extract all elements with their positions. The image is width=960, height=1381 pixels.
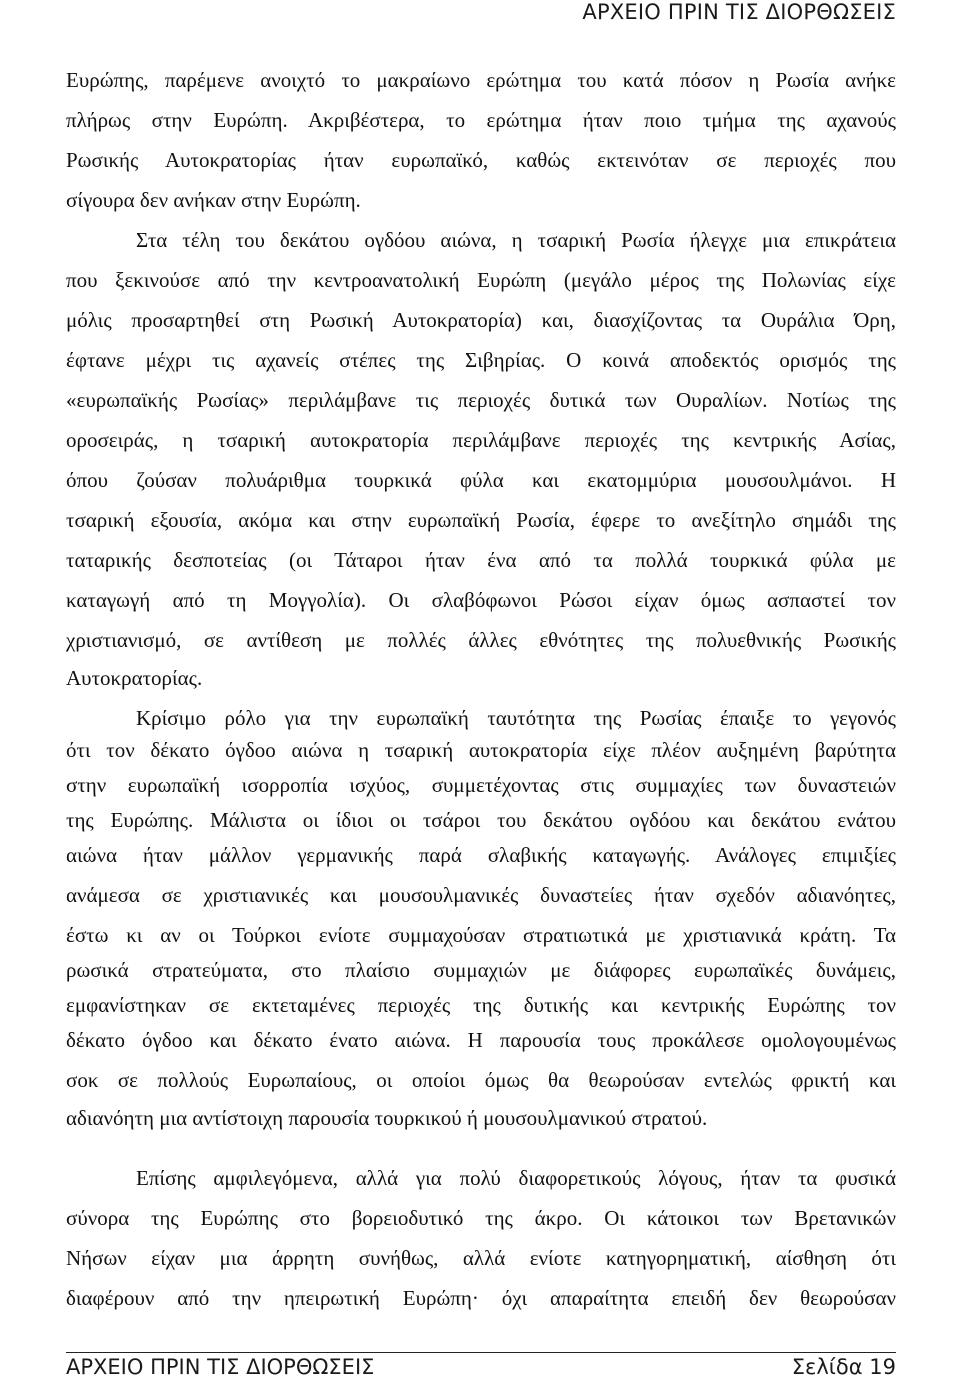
text-line: έφτανε μέχρι τις αχανείς στέπες της Σιβηρίας. Ο κοινά αποδεκτός ορισμός της <box>66 348 896 372</box>
text-line: όπου ζούσαν πολυάριθμα τουρκικά φύλα και εκατομμύρια μουσουλμάνοι. Η <box>66 468 896 492</box>
text-line: Αυτοκρατορίας. <box>66 666 203 690</box>
text-line: ταταρικής δεσποτείας (οι Τάταροι ήταν ένα από τα πολλά τουρκικά φύλα με <box>66 548 896 572</box>
text-line: Επίσης αμφιλεγόμενα, αλλά για πολύ διαφορετικούς λόγους, ήταν τα φυσικά <box>136 1166 896 1190</box>
text-line: Στα τέλη του δεκάτου ογδόου αιώνα, η τσαρική Ρωσία ήλεγχε μια επικράτεια <box>136 228 896 252</box>
text-line: ανάμεσα σε χριστιανικές και μουσουλμανικές δυναστείες ήταν σχεδόν αδιανόητες, <box>66 883 896 907</box>
text-line: αδιανόητη μια αντίστοιχη παρουσία τουρκικού ή μουσουλμανικού στρατού. <box>66 1106 708 1130</box>
text-line: πλήρως στην Ευρώπη. Ακριβέστερα, το ερώτημα ήταν ποιο τμήμα της αχανούς <box>66 108 896 132</box>
text-line: Ευρώπης, παρέμενε ανοιχτό το μακραίωνο ερώτημα του κατά πόσον η Ρωσία ανήκε <box>66 68 896 92</box>
text-line: οροσειράς, η τσαρική αυτοκρατορία περιλάμβανε περιοχές της κεντρικής Ασίας, <box>66 428 896 452</box>
text-line: εμφανίστηκαν σε εκτεταμένες περιοχές της δυτικής και κεντρικής Ευρώπης τον <box>66 993 896 1017</box>
text-line: σίγουρα δεν ανήκαν στην Ευρώπη. <box>66 188 361 212</box>
text-line: Νήσων είχαν μια άρρητη συνήθως, αλλά ενίοτε κατηγορηματική, αίσθηση ότι <box>66 1246 896 1270</box>
text-line: στην ευρωπαϊκή ισορροπία ισχύος, συμμετέχοντας στις συμμαχίες των δυναστειών <box>66 773 896 797</box>
text-line: αιώνα ήταν μάλλον γερμανικής παρά σλαβικής καταγωγής. Ανάλογες επιμιξίες <box>66 843 896 867</box>
text-line: μόλις προσαρτηθεί στη Ρωσική Αυτοκρατορία) και, διασχίζοντας τα Ουράλια Όρη, <box>66 308 896 332</box>
page-header: ΑΡΧΕΙΟ ΠΡΙΝ ΤΙΣ ΔΙΟΡΘΩΣΕΙΣ <box>582 0 896 24</box>
text-line: δέκατο όγδοο και δέκατο ένατο αιώνα. Η παρουσία τους προκάλεσε ομολογουμένως <box>66 1028 896 1052</box>
text-line: σύνορα της Ευρώπης στο βορειοδυτικό της άκρο. Οι κάτοικοι των Βρετανικών <box>66 1206 896 1230</box>
footer-title: ΑΡΧΕΙΟ ΠΡΙΝ ΤΙΣ ΔΙΟΡΘΩΣΕΙΣ <box>66 1355 375 1379</box>
page-number: Σελίδα 19 <box>791 1355 896 1379</box>
text-line: τσαρική εξουσία, ακόμα και στην ευρωπαϊκή Ρωσία, έφερε το ανεξίτηλο σημάδι της <box>66 508 896 532</box>
text-line: έστω κι αν οι Τούρκοι ενίοτε συμμαχούσαν στρατιωτικά με χριστιανικά κράτη. Τα <box>66 923 896 947</box>
text-line: «ευρωπαϊκής Ρωσίας» περιλάμβανε τις περιοχές δυτικά των Ουραλίων. Νοτίως της <box>66 388 896 412</box>
text-line: καταγωγή από τη Μογγολία). Οι σλαβόφωνοι Ρώσοι είχαν όμως ασπαστεί τον <box>66 588 896 612</box>
page-footer <box>66 1352 896 1379</box>
text-line: Κρίσιμο ρόλο για την ευρωπαϊκή ταυτότητα της Ρωσίας έπαιξε το γεγονός <box>136 706 896 730</box>
text-line: σοκ σε πολλούς Ευρωπαίους, οι οποίοι όμως θα θεωρούσαν εντελώς φρικτή και <box>66 1068 896 1092</box>
text-line: ρωσικά στρατεύματα, στο πλαίσιο συμμαχιών με διάφορες ευρωπαϊκές δυνάμεις, <box>66 958 896 982</box>
text-line: διαφέρουν από την ηπειρωτική Ευρώπη· όχι απαραίτητα επειδή δεν θεωρούσαν <box>66 1286 896 1310</box>
text-line: Ρωσικής Αυτοκρατορίας ήταν ευρωπαϊκό, καθώς εκτεινόταν σε περιοχές που <box>66 148 896 172</box>
text-line: ότι τον δέκατο όγδοο αιώνα η τσαρική αυτοκρατορία είχε πλέον αυξημένη βαρύτητα <box>66 738 896 762</box>
text-line: της Ευρώπης. Μάλιστα οι ίδιοι οι τσάροι του δεκάτου ογδόου και δεκάτου ενάτου <box>66 808 896 832</box>
text-line: χριστιανισμό, σε αντίθεση με πολλές άλλες εθνότητες της πολυεθνικής Ρωσικής <box>66 628 896 652</box>
text-line: που ξεκινούσε από την κεντροανατολική Ευρώπη (μεγάλο μέρος της Πολωνίας είχε <box>66 268 896 292</box>
